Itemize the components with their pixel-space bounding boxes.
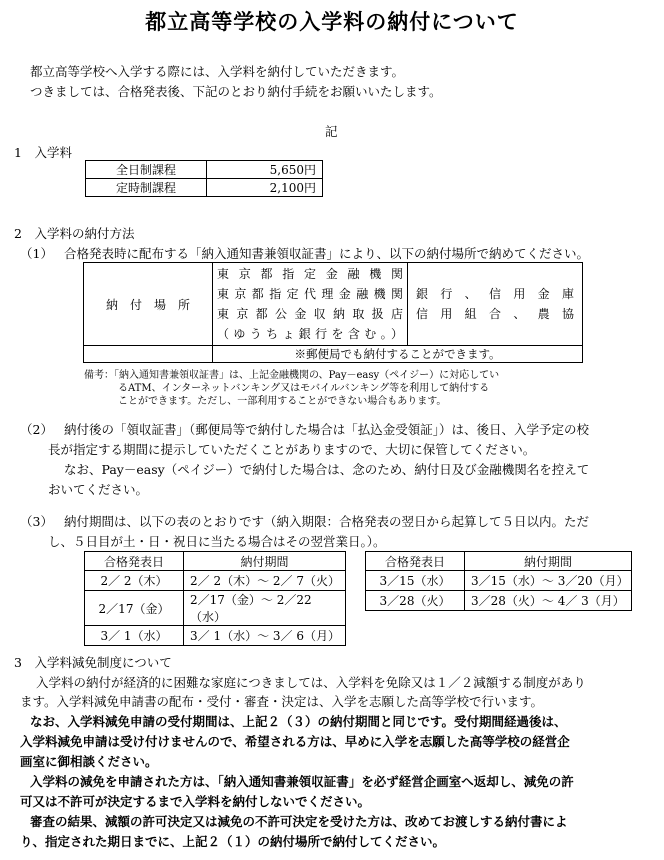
place-label: 納 付 場 所 [84,263,213,346]
pay-period: 3／15（水）～ 3／20（月） [465,571,632,591]
institution-line: 東京都指定代理金融機関 [217,287,403,301]
pay-period: 3／28（火）～ 4／ 3（月） [465,591,632,611]
section2-heading: 2 入学料の納付方法 [14,226,135,241]
table-row [86,179,323,197]
pay-period: 2／ 2（木）～ 2／ 7（火） [184,571,346,591]
table-row [85,571,346,591]
header-period: 納付期間 [465,552,632,571]
period-table-right [365,551,632,611]
payment-place-table [83,262,583,363]
bold-line-6: 審査の結果、減額の許可決定又は減免の不許可決定を受けた方は、改めてお渡しする納付書によ [30,814,568,829]
bold-line-7: り、指定された期日までに、上記２（１）の納付場所で納付してください。 [20,834,446,849]
table-row [85,591,346,626]
bold-line-5: 可又は不許可が決定するまで入学料を納付しないでください。 [20,794,371,809]
institution-line: （ゆうちょ銀行を含む。） [217,327,403,341]
section1-heading: 1 入学料 [14,145,72,160]
institution-line: 東京都公金収納取扱店 [217,307,403,321]
section3-line-1: 入学料の納付が経済的に困難な家庭につきましては、入学料を免除又は１／２減額する制度があり [36,675,586,690]
bank-line: 銀行、信用金庫 [416,287,574,301]
table-row [366,552,632,571]
header-date: 合格発表日 [85,552,184,571]
item3-line-1: 納付期間は、以下の表のとおりです（納入期限：合格発表の翌日から起算して５日以内。ただ [64,514,590,529]
intro-line-1: 都立高等学校へ入学する際には、入学料を納付していただきます。 [30,64,405,79]
pass-date: 2／17（金） [85,591,184,626]
bold-line-3: 画室に御相談ください。 [20,754,158,769]
item1-number: （1） [20,246,53,261]
item3-line-2: し、５日目が土・日・祝日に当たる場合はその翌営業日。）。 [48,534,386,549]
table-row [85,626,346,646]
table-row [366,591,632,611]
fee-label: 全日制課程 [86,161,207,179]
header-period: 納付期間 [184,552,346,571]
institution-list [213,263,408,346]
intro-line-2: つきましては、合格発表後、下記のとおり納付手続をお願いいたします。 [30,84,442,99]
table-row [84,263,583,346]
pay-period: 3／ 1（水）～ 3／ 6（月） [184,626,346,646]
item2-line-1: 納付後の「領収証書」（郵便局等で納付した場合は「払込金受領証」）は、後日、入学予定の校 [64,422,590,437]
table-row [86,161,323,179]
header-date: 合格発表日 [366,552,465,571]
bank-line: 信用組合、農協 [416,307,574,321]
ki-label: 記 [325,124,338,139]
item2-line-3: なお、Pay－easy（ペイジー）で納付した場合は、念のため、納付日及び金融機関名を控えて [64,462,590,477]
remark-line-3: ことができます。ただし、一部利用することができない場合もあります。 [118,396,447,407]
remark-line-1: 備考：「納入通知書兼領収証書」は、上記金融機関の、Pay－easy（ペイジー）に対応してい [84,370,500,381]
table-row [366,571,632,591]
item2-line-4: おいてください。 [48,482,149,497]
section3-line-2: ます。入学料減免申請書の配布・受付・審査・決定は、入学を志願した高等学校で行います。 [20,694,544,709]
bold-line-2: 入学料減免申請は受け付けませんので、希望される方は、早めに入学を志願した高等学校の経営企 [20,734,570,749]
table-row [84,346,583,363]
page-title: 都立高等学校の入学料の納付について [145,10,519,34]
pay-period: 2／17（金）～ 2／22（水） [184,591,346,626]
fee-amount: 5,650円 [207,161,323,179]
fee-table [85,160,323,197]
fee-label: 定時制課程 [86,179,207,197]
bank-list [408,263,583,346]
remark-line-2: るATM、インターネットバンキング又はモバイルバンキング等を利用して納付する [118,383,490,394]
bold-line-1: なお、入学料減免申請の受付期間は、上記２（３）の納付期間と同じです。受付期間経過後は、 [30,714,567,729]
item1-text: 合格発表時に配布する「納入通知書兼領収証書」により、以下の納付場所で納めてください。 [64,246,590,261]
bold-line-4: 入学料の減免を申請された方は、「納入通知書兼領収証書」を必ず経営企画室へ返却し、減免の許 [30,774,574,789]
pass-date: 2／ 2（木） [85,571,184,591]
pass-date: 3／15（水） [366,571,465,591]
item2-number: （2） [20,422,53,437]
fee-amount: 2,100円 [207,179,323,197]
pass-date: 3／ 1（水） [85,626,184,646]
post-office-note: ※郵便局でも納付することができます。 [213,346,583,363]
item2-line-2: 長が指定する期間に提示していただくことがありますので、大切に保管してください。 [48,442,536,457]
pass-date: 3／28（火） [366,591,465,611]
table-row [85,552,346,571]
section3-heading: 3 入学料減免制度について [14,655,172,670]
institution-line: 東京都指定金融機関 [217,267,403,281]
item3-number: （3） [20,514,53,529]
period-table-left [84,551,346,646]
